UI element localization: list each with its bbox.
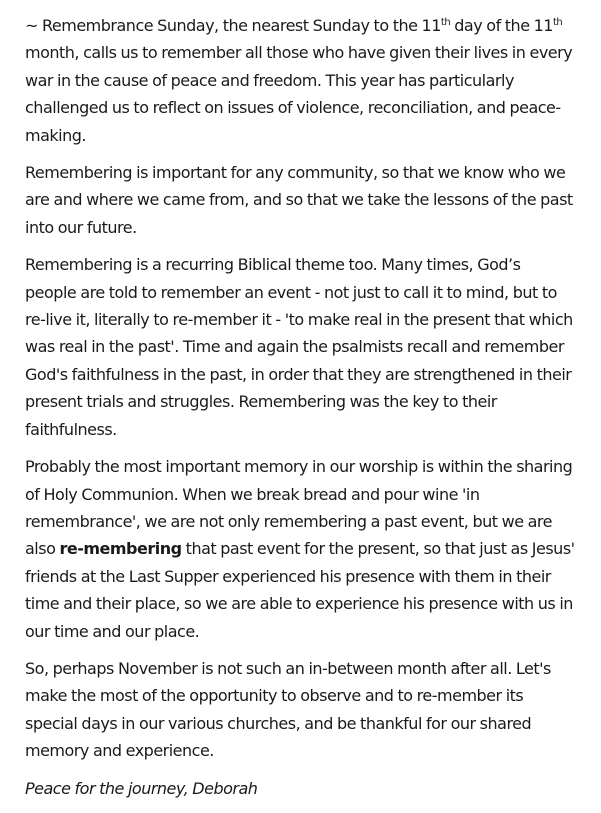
paragraph-holy-communion — [25, 453, 575, 645]
tilde-bullet: ~ — [25, 16, 38, 35]
paragraph-text: Probably the most important memory in our worship is within the sharing of Holy Communion. When we break bread and pour wine 'in remembrance', we are not only remembering a past event, but we are also — [25, 457, 573, 559]
paragraph-community: Remembering is important for any community, so that we know who we are and where we came from, and so that we take the lessons of the past into our future. — [25, 163, 573, 237]
paragraph-text: month, calls us to remember all those who have given their lives in every war in the cause of peace and freedom. This year has particularly challenged us to reflect on issues of violence, reconciliation, and peace-making. — [25, 43, 573, 145]
signoff: Peace for the journey, Deborah — [25, 778, 258, 798]
ordinal-suffix: th — [440, 17, 451, 28]
paragraph-text: that past event for the present, so that just as Jesus' friends at the Last Supper experienced his presence with them in their time and their place, so we are able to experience his presence with us in our time and our place. — [25, 539, 575, 641]
paragraph-text: day of the 11 — [450, 16, 553, 35]
paragraph-text: Remembrance Sunday, the nearest Sunday to the 11 — [42, 16, 441, 35]
paragraph-remembrance-sunday — [25, 12, 575, 149]
paragraph-november: So, perhaps November is not such an in-between month after all. Let's make the most of the opportunity to observe and to re-member its special days in our various churches, and be thankful for our shared memory and experience. — [25, 658, 551, 761]
emphasis-re-membering: re-membering — [59, 539, 182, 559]
ordinal-suffix: th — [552, 17, 563, 28]
paragraph-biblical-theme: Remembering is a recurring Biblical theme too. Many times, God’s people are told to remember an event - not just to call it to mind, but to re-live it, literally to re-member it - 'to make real in the present that which was real in the past'. Time and again the psalmists recall and remember God's faithfulness in the past, in order that they are strengthened in their present trials and struggles. Remembering was the key to their faithfulness. — [25, 255, 573, 439]
